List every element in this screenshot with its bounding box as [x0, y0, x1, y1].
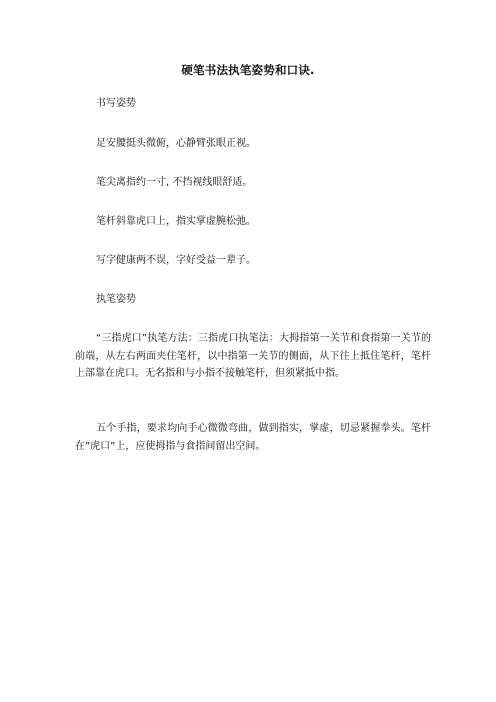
section-heading-pen-grip: 执笔姿势	[96, 294, 136, 305]
verse-line-4: 写字健康两不误，字好受益一辈子。	[96, 255, 256, 266]
verse-line-1: 足安腰挺头微俯，心静臂张眼正视。	[96, 138, 256, 149]
verse-line-3: 笔杆斜靠虎口上，指实掌虚腕松弛。	[96, 216, 256, 227]
section-heading-writing-posture: 书写姿势	[96, 98, 136, 109]
paragraph-five-fingers: 五个手指，要求均向手心微微弯曲，做到指实，掌虚，切忌紧握拳头。笔杆在”虎口”上，应使拇指与食指间留出空间。	[75, 423, 431, 452]
paragraph-three-finger-grip: “三指虎口”执笔方法：三指虎口执笔法：大拇指第一关节和食指第一关节的前端，从左右两面夹住笔杆，以中指第一关节的侧面，从下往上抵住笔杆，笔杆上部靠在虎口。无名指和与小指不接触笔杆，但须紧抵中指。	[75, 333, 431, 379]
verse-line-2: 笔尖离指约一寸, 不挡视线眼舒适。	[96, 177, 253, 188]
document-title: 硬笔书法执笔姿势和口诀.	[181, 63, 315, 77]
